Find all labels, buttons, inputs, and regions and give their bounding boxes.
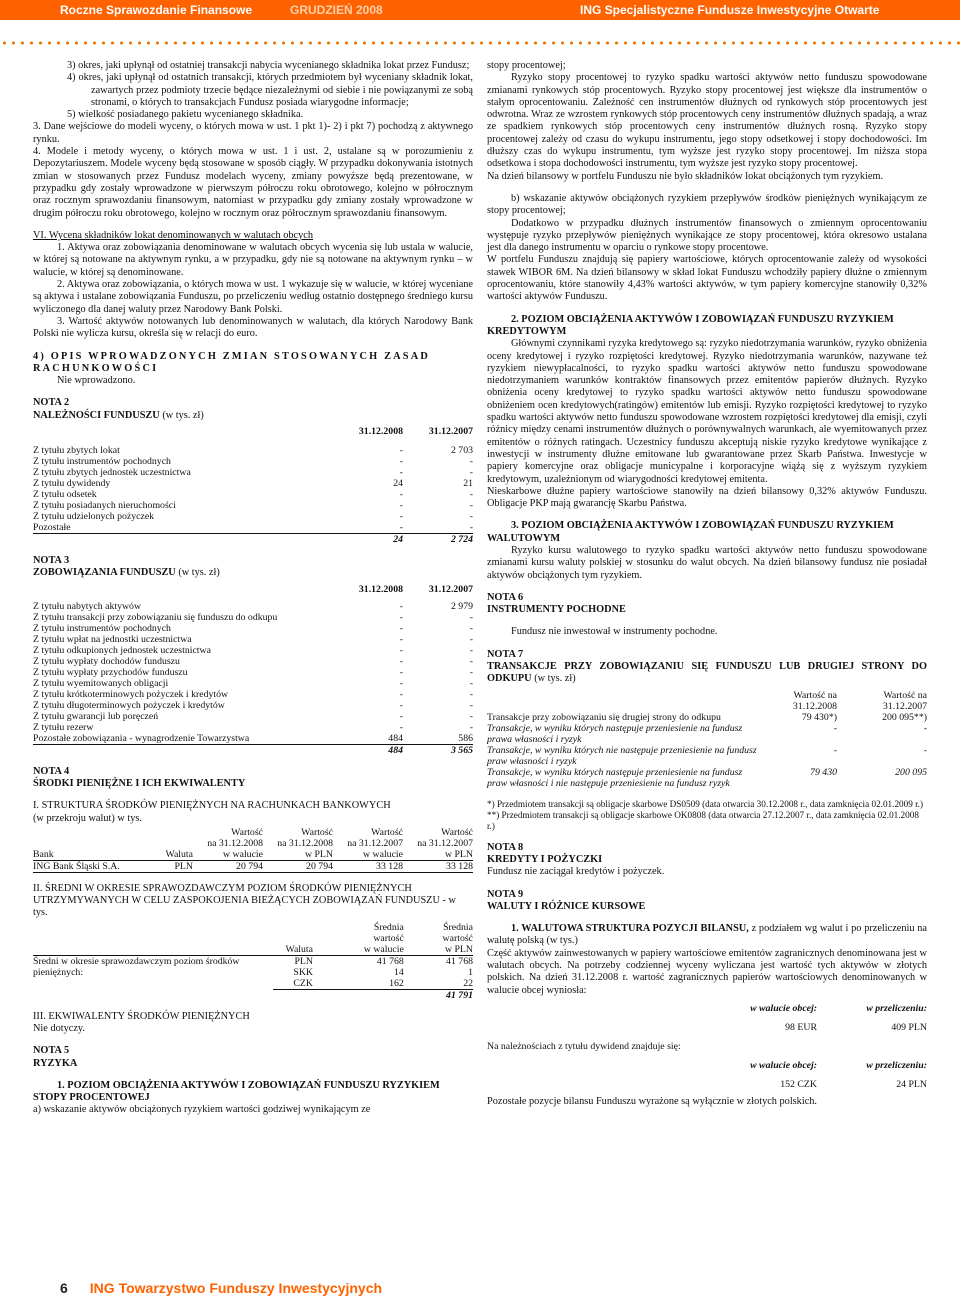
table-row: Z tytułu zbytych lokat - 2 703 bbox=[33, 445, 473, 457]
paragraph: 4. Modele i metody wyceny, o których mowa w ust. 1 i ust. 2, ustalane są w porozumieniu z Depozytariuszem. Modele wyceny będą stosowane w sposób ciągły. W przypadku dokonywania istotnych zmian w stosowanych przez Fundusz modelach wyceny, zmiany powyższe będą prezentowane, w przypadku gdy zostały wprowadzone w pierwszym półroczu roku obrotowego, kolejno w półrocznym oraz rocznym sprawozdaniu finansowym, natomiast w przypadku gdy zmiany zostały wprowadzone w drugim półroczu roku obrotowego, kolejno w rocznym oraz półrocznym sprawozdaniu finansowym. bbox=[33, 146, 473, 219]
note-title: RYZYKA bbox=[33, 1057, 78, 1069]
note-title: NALEŻNOŚCI FUNDUSZU bbox=[33, 409, 160, 421]
column-header: Bank bbox=[33, 848, 54, 860]
note-title: WALUTY I RÓŻNICE KURSOWE bbox=[487, 900, 646, 912]
section-title: III. EKWIWALENTY ŚRODKÓW PIENIĘŻNYCH bbox=[33, 1010, 250, 1022]
paragraph: Na dzień bilansowy w portfelu Funduszu nie było składników lokat obciążonych tym ryzykiem. bbox=[487, 170, 884, 182]
column-header: Waluta bbox=[285, 943, 313, 955]
header-date: GRUDZIEŃ 2008 bbox=[290, 3, 383, 17]
row-label: Na należnościach z tytułu dywidend znajduje się: bbox=[487, 1040, 681, 1052]
footnote: **) Przedmiotem transakcji są obligacje skarbowe OK0808 (data otwarcia 27.12.2007 r., data zamknięcia 02.01.2008 r.) bbox=[487, 809, 919, 831]
column-header: Waluta bbox=[165, 848, 193, 860]
section-subtitle: z podziałem wg walut i po przeliczeniu na walutę polską (w tys.) bbox=[487, 923, 928, 947]
note-unit: (w tys. zł) bbox=[534, 673, 576, 685]
table-row: Z tytułu wyemitowanych obligacji - - bbox=[33, 677, 473, 689]
paragraph: 1. Aktywa oraz zobowiązania denominowane w walutach obcych wycenia się lub ustala w walucie, w której są notowane na aktywnym rynku, a w przypadku, gdy nie są notowane na aktywnym rynku – w walucie, w której są denominowane. bbox=[33, 242, 473, 278]
paragraph: 2. Aktywa oraz zobowiązania, o których mowa w ust. 1 wykazuje się w walucie, w której wyceniane są aktywa i ustalane zobowiązania Funduszu, po przeliczeniu według ostatnio dostępnego średniego kursu wyliczonego dla danej waluty przez Narodowy Bank Polski. bbox=[33, 279, 473, 315]
note-label: NOTA 2 bbox=[33, 397, 70, 409]
receivables-rows bbox=[33, 445, 473, 534]
paragraph: Ryzyko stopy procentowej to ryzyko spadku wartości aktywów netto funduszu spowodowane zmianami rynkowych stóp procentowych. Ryzyko stopy procentowej jest większe dla instrumentów o stałym oprocentowaniu. Zależność cen instrumentów dłużnych od rynkowych stóp procentowych jest odwrotna. Wraz ze wzrostem rynkowych stóp procentowych ceny instrumentów dłużnych spadają, a wraz ze spadkiem rynkowych stóp procentowych ceny instrumentów dłużnych rosną. Ryzyko stopy procentowej zależy od czasu do wykupu instrumentu, jego stopy odsetkowej i stopy dochodowości. Im dłuższy czas do wykupu instrumentu, tym wyższe jest ryzyko stopy procentowej. Im niższa stopa odsetkowa i stopa dochodowości instrumentu, tym wyższe jest ryzyko stopy procentowej. bbox=[487, 72, 927, 170]
paragraph: 3. Wartość aktywów notowanych lub denominowanych w walutach, dla których Narodowy Bank Polski nie wylicza kursu, określa się w relacji do euro. bbox=[33, 315, 473, 340]
footnote: *) Przedmiotem transakcji są obligacje skarbowe DS0509 (data otwarcia 30.12.2008 r., data zamknięcia 02.01.2009 r.) bbox=[487, 798, 924, 809]
section-title: 3. POZIOM OBCIĄŻENIA AKTYWÓW I ZOBOWIĄZAŃ FUNDUSZU RYZYKIEM WALUTOWYM bbox=[487, 520, 894, 544]
note-title: KREDYTY I POŻYCZKI bbox=[487, 853, 603, 865]
table-row: Z tytułu nabytych aktywów - 2 979 bbox=[33, 600, 473, 612]
paragraph: a) wskazanie aktywów obciążonych ryzykiem wartości godziwej wynikającym ze bbox=[33, 1104, 371, 1116]
page-header bbox=[0, 0, 960, 20]
note-unit: (w tys. zł) bbox=[178, 567, 220, 579]
total-cell: 484 bbox=[343, 744, 403, 756]
table-row: 98 EUR 409 PLN bbox=[785, 1021, 927, 1033]
column-header: Średnia wartość w PLN bbox=[442, 921, 473, 955]
repo-rows bbox=[487, 712, 927, 789]
table-row: Z tytułu instrumentów pochodnych - - bbox=[33, 622, 473, 634]
column-header: 31.12.2008 bbox=[358, 426, 403, 438]
table-row: Z tytułu udzielonych pożyczek - - bbox=[33, 511, 473, 523]
paragraph: Część aktywów zainwestowanych w papiery wartościowe emitentów zagranicznych denominowana jest w walutach obcych. Na potrzeby codziennej wyceny wyliczana jest wartość tych aktywów w złotych polskich. Na dzień 31.12.2008 r. wartość zagranicznych papierów wartościowych denominowanych w walucie obcej wyniosła: bbox=[487, 947, 927, 996]
table-row: ING Bank Śląski S.A. PLN 20 794 20 794 33 128 33 128 bbox=[33, 860, 473, 872]
left-column bbox=[33, 60, 473, 1117]
section-title: I. STRUKTURA ŚRODKÓW PIENIĘŻNYCH NA RACHUNKACH BANKOWYCH bbox=[33, 800, 391, 812]
table-row: Transakcje, w wyniku których następuje przeniesienie na fundusz prawa własności i ryzyk - - bbox=[487, 722, 927, 745]
liabilities-table bbox=[33, 584, 473, 756]
table-row: Transakcje, w wyniku których następuje przeniesienie na fundusz praw własności i nie następuje przeniesienie na fundusz ryzyk 79 430 200 095 bbox=[487, 766, 927, 789]
column-header: Wartość na 31.12.2008 bbox=[792, 689, 837, 712]
fx-table bbox=[487, 1003, 927, 1090]
section-title: 2. POZIOM OBCIĄŻENIA AKTYWÓW I ZOBOWIĄZAŃ FUNDUSZU RYZYKIEM KREDYTOWYM bbox=[487, 313, 894, 337]
column-header: Wartość na 31.12.2008 w PLN bbox=[277, 826, 333, 860]
note-title: ZOBOWIĄZANIA FUNDUSZU bbox=[33, 567, 176, 579]
note-title: TRANSAKCJE PRZY ZOBOWIĄZANIU SIĘ FUNDUSZU LUB DRUGIEJ STRONY DO ODKUPU bbox=[487, 661, 927, 685]
page-number: 6 bbox=[60, 1280, 68, 1296]
paragraph: Fundusz nie zaciągał kredytów i pożyczek. bbox=[487, 866, 665, 878]
note-unit: (w tys. zł) bbox=[162, 409, 204, 421]
note-label: NOTA 8 bbox=[487, 841, 524, 853]
paragraph: b) wskazanie aktywów obciążonych ryzykiem przepływów środków pieniężnych wynikającym ze stopy procentowej; bbox=[487, 192, 927, 217]
table-row: Transakcje, w wyniku których nie następuje przeniesienie na fundusz praw własności i ryzyk - - bbox=[487, 744, 927, 767]
table-row: Z tytułu zbytych jednostek uczestnictwa - - bbox=[33, 467, 473, 479]
table-row: Z tytułu krótkoterminowych pożyczek i kredytów - - bbox=[33, 688, 473, 700]
table-row: Z tytułu wypłaty przychodów funduszu - - bbox=[33, 666, 473, 678]
table-row: Z tytułu odkupionych jednostek uczestnictwa - - bbox=[33, 644, 473, 656]
paragraph: Ryzyko kursu walutowego to ryzyko spadku wartości aktywów netto funduszu spowodowane zmianami kursu waluty polskiej w stosunku do walut obcych. Na dzień bilansowy fundusz nie posiadał aktywów obciążonych tym ryzykiem. bbox=[487, 544, 927, 581]
note-title: ŚRODKI PIENIĘŻNE I ICH EKWIWALENTY bbox=[33, 777, 246, 789]
column-header: Wartość na 31.12.2007 bbox=[882, 689, 927, 712]
list-item: 5) wielkość posiadanego pakietu wycenianego składnika. bbox=[67, 109, 304, 121]
column-header: 31.12.2008 bbox=[358, 583, 403, 595]
paragraph: W portfelu Funduszu znajdują się papiery wartościowe, których oprocentowanie zależy od wysokości stawek WIBOR 6M. Na dzień bilansowy w skład lokat Funduszu wchodziły papiery dłużne o zmiennym oprocentowaniu, które stanowiły 4,43% wartości aktywów, w tym papiery komercyjne stanowiły 0,32% wartości aktywów Funduszu. bbox=[487, 254, 927, 303]
table-row: Z tytułu transakcji przy zobowiązaniu się funduszu do odkupu - - bbox=[33, 611, 473, 623]
right-column bbox=[487, 60, 927, 1108]
bank-accounts-table bbox=[33, 827, 473, 873]
note-label: NOTA 4 bbox=[33, 765, 70, 777]
column-header: Średnia wartość w walucie bbox=[363, 921, 404, 955]
total-cell: 2 724 bbox=[403, 534, 473, 546]
note-label: NOTA 9 bbox=[487, 888, 524, 900]
paragraph: Głównymi czynnikami ryzyka kredytowego są: ryzyko niedotrzymania warunków, ryzyko obniżenia oceny kredytowej i ryzyko rozpiętości kredytowej. Ryzyko niedotrzymania warunków, nazywane też ryzykiem niewypłacalności, to ryzyko spadku wartości aktywów netto funduszu spowodowane niedotrzymaniem warunków kontraktów finansowych przez emitentów papierów dłużnych. Ryzyko obniżenia oceny kredytowej to ryzyko spadku wartości aktywów netto funduszu spowodowane obniżeniem ocen kredytowych(ratingów) emitentów lub emisji. Ryzyko rozpiętości kredytowej to ryzyko spadku wartości aktywów netto funduszu spowodowane wzrostem rozpiętości kredytowej dla emisji, czyli różnicy między cenami instrumentów dłużnych o porównywalnych warunkach, ale wyemitowanych przez emitentów o różnych ratingach. Uczestnicy funduszu akceptują niskie ryzyko kredytowe wynikające z inwestycji w instrumenty dłużne emitowane lub gwarantowane przez Skarb Państwa. Inwestycje w papiery komercyjne oraz obligacje municypalne i korporacyjne wiążą się z wyższym ryzykiem kredytowym, uzależnionym od wiarygodności kredytowej emitenta. bbox=[487, 338, 927, 485]
header-report-title: Roczne Sprawozdanie Finansowe bbox=[60, 3, 253, 17]
liabilities-rows bbox=[33, 601, 473, 745]
table-row: Z tytułu dywidendy 24 21 bbox=[33, 478, 473, 490]
paragraph: 3. Dane wejściowe do modeli wyceny, o których mowa w ust. 1 pkt 1)- 2) i pkt 7) pochodzą z aktywnego rynku. bbox=[33, 121, 473, 145]
paragraph: Dodatkowo w przypadku dłużnych instrumentów finansowych o zmiennym oprocentowaniu występuje ryzyko przepływów pieniężnych wynikające ze stopy procentowej, która okresowo ustalana jest dla danego instrumentu w oparciu o rynkowe stopy procentowe. bbox=[487, 217, 927, 254]
total-cell: 24 bbox=[343, 534, 403, 546]
note-label: NOTA 3 bbox=[33, 555, 70, 567]
column-header: w przeliczeniu: bbox=[866, 1002, 927, 1014]
paragraph: Nieskarbowe dłużne papiery wartościowe stanowiły na dzień bilansowy 0,32% aktywów Funduszu. Obligacje PKP mają gwarancję Skarbu Państwa. bbox=[487, 485, 927, 510]
column-header: Wartość na 31.12.2007 w walucie bbox=[347, 826, 403, 860]
note-label: NOTA 7 bbox=[487, 648, 524, 660]
average-cash-table: Waluta Średnia wartość w walucie Średnia wartość w PLN Średni w okresie sprawozdawczym poziom środków pieniężnych: PLN 41 768 41 768 SKK 14 1 CZK 162 22 41 791 bbox=[33, 921, 473, 1001]
section-title: II. ŚREDNI W OKRESIE SPRAWOZDAWCZYM POZIOM ŚRODKÓW PIENIĘŻNYCH UTRZYMYWANYCH W CELU ZASPOKOJENIA BIEŻĄCYCH ZOBOWIĄZAŃ FUNDUSZU - w tys. bbox=[33, 882, 456, 919]
paragraph: Nie dotyczy. bbox=[33, 1022, 85, 1034]
paragraph: Nie wprowadzono. bbox=[57, 375, 136, 387]
column-header: w walucie obcej: bbox=[750, 1002, 817, 1014]
paragraph: stopy procentowej; bbox=[487, 60, 566, 71]
note-label: NOTA 5 bbox=[33, 1045, 70, 1057]
paragraph: Pozostałe pozycje bilansu Funduszu wyrażone są wyłącznie w złotych polskich. bbox=[487, 1095, 817, 1107]
paragraph: Fundusz nie inwestował w instrumenty pochodne. bbox=[511, 626, 718, 638]
table-row: Pozostałe zobowiązania - wynagrodzenie Towarzystwa 484 586 bbox=[33, 732, 473, 744]
dotted-divider bbox=[0, 40, 960, 46]
column-header: Wartość na 31.12.2007 w PLN bbox=[417, 826, 473, 860]
header-fund-name: ING Specjalistyczne Fundusze Inwestycyjne Otwarte bbox=[580, 3, 880, 17]
column-header: Wartość na 31.12.2008 w walucie bbox=[207, 826, 263, 860]
table-row: Z tytułu instrumentów pochodnych - - bbox=[33, 456, 473, 468]
note-title: INSTRUMENTY POCHODNE bbox=[487, 604, 626, 616]
list-item: 3) okres, jaki upłynął od ostatniej transakcji nabycia wycenianego składnika lokat przez Fundusz; bbox=[67, 60, 470, 71]
section-title: 4) OPIS WPROWADZONYCH ZMIAN STOSOWANYCH ZASAD RACHUNKOWOŚCI bbox=[33, 350, 430, 374]
note-label: NOTA 6 bbox=[487, 591, 524, 603]
table-row: Z tytułu wypłaty dochodów funduszu - - bbox=[33, 655, 473, 667]
table-row: Z tytułu długoterminowych pożyczek i kredytów - - bbox=[33, 699, 473, 711]
column-header: w walucie obcej: bbox=[750, 1059, 817, 1071]
section-title: VI. Wycena składników lokat denominowanych w walutach obcych bbox=[33, 229, 313, 241]
page-footer bbox=[60, 1282, 382, 1294]
total-cell: 41 791 bbox=[446, 989, 473, 1001]
row-label: Średni w okresie sprawozdawczym poziom środków pieniężnych: bbox=[33, 955, 273, 989]
column-header: w przeliczeniu: bbox=[866, 1059, 927, 1071]
footer-company: ING Towarzystwo Funduszy Inwestycyjnych bbox=[89, 1280, 383, 1296]
table-row: Z tytułu wpłat na jednostki uczestnictwa - - bbox=[33, 633, 473, 645]
total-cell: 3 565 bbox=[403, 744, 473, 756]
list-item: 4) okres, jaki upłynął od ostatnich transakcji, których przedmiotem był wyceniany składnik lokat, zawartych przez podmioty trzecie będące niezależnymi od siebie i nie powiązanymi ze sobą stronami, o których to transakcjach Fundusz posiada wiarygodne informacje; bbox=[67, 72, 473, 108]
table-row: 152 CZK 24 PLN bbox=[780, 1078, 927, 1090]
repo-table bbox=[487, 690, 927, 789]
column-header: 31.12.2007 bbox=[428, 426, 473, 438]
table-row: Pozostałe - - bbox=[33, 522, 473, 534]
table-row: Z tytułu rezerw - - bbox=[33, 721, 473, 733]
table-row: Z tytułu odsetek - - bbox=[33, 489, 473, 501]
section-title: 1. WALUTOWA STRUKTURA POZYCJI BILANSU, bbox=[511, 923, 749, 935]
table-row: Transakcje przy zobowiązaniu się drugiej strony do odkupu 79 430*) 200 095**) bbox=[487, 711, 927, 723]
section-title: 1. POZIOM OBCIĄŻENIA AKTYWÓW I ZOBOWIĄZAŃ FUNDUSZU RYZYKIEM STOPY PROCENTOWEJ bbox=[33, 1079, 440, 1104]
column-header: 31.12.2007 bbox=[428, 583, 473, 595]
table-row: Z tytułu posiadanych nieruchomości - - bbox=[33, 500, 473, 512]
section-subtitle: (w przekroju walut) w tys. bbox=[33, 812, 142, 824]
table-row: Z tytułu gwarancji lub poręczeń - - bbox=[33, 710, 473, 722]
receivables-table bbox=[33, 426, 473, 545]
